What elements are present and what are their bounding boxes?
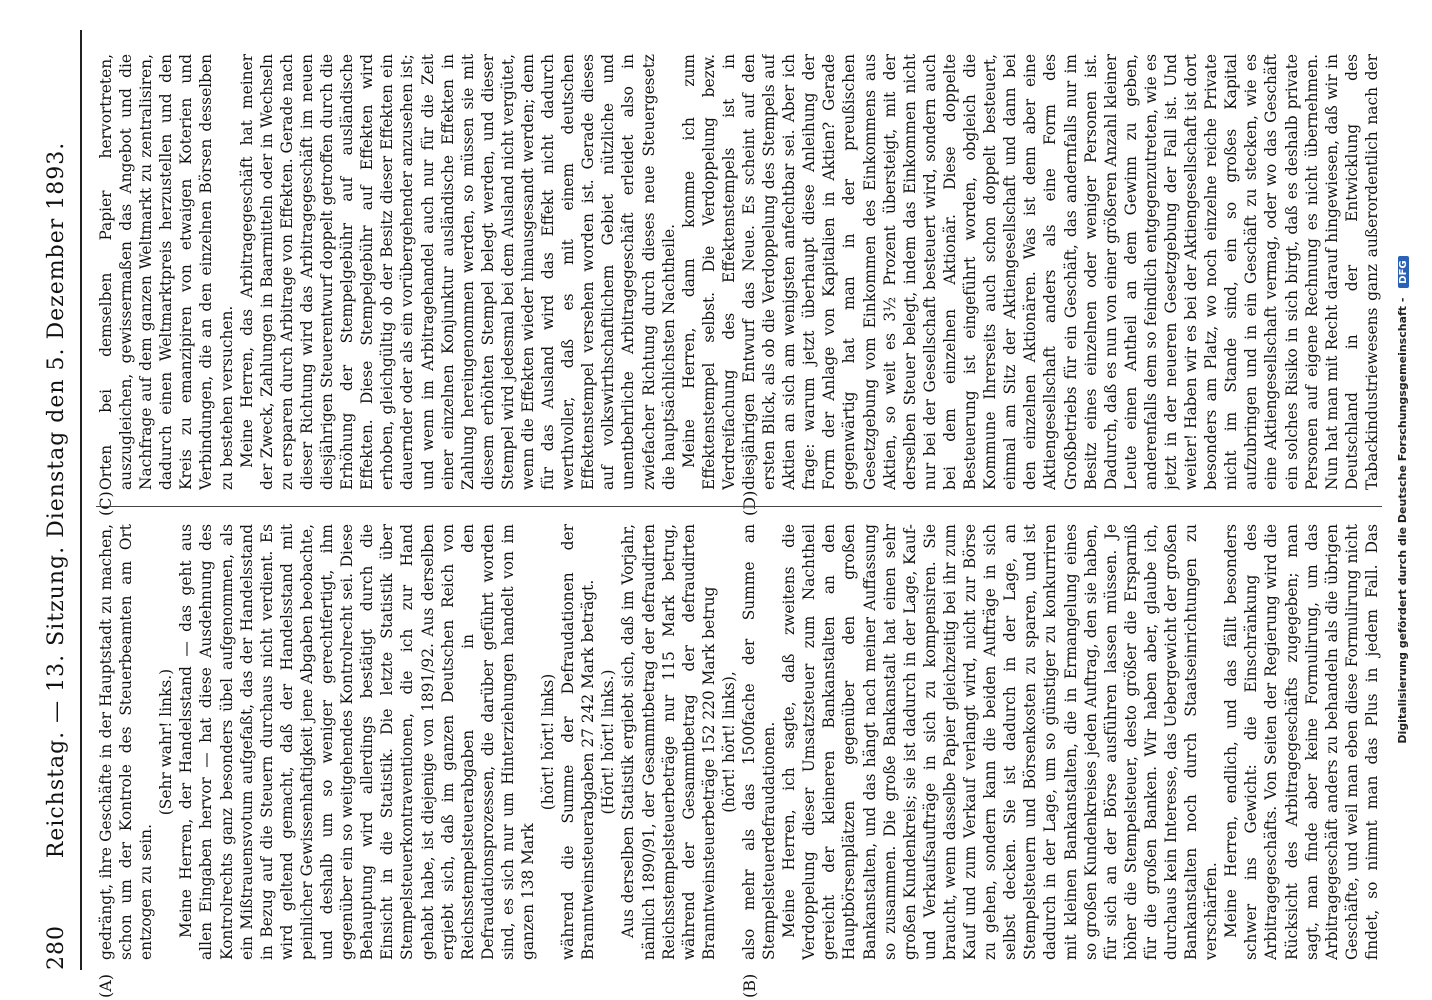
column-divider xyxy=(96,506,1382,507)
page-number: 280 xyxy=(44,925,69,970)
paragraph: Meine Herren, endlich, und das fällt besonders schwer ins Gewicht: die Einschränkung des Arbitragegeschäfts. Von Seiten der Regierung wird die Rücksicht des Arbitragegeschäfts zugegeben; man sagt, man finde aber keine Formulirung, um das Arbitragegeschäft anders zu behandeln als die übrigen Geschäfte, und weil man eben diese Formulirung nicht findet, so nimmt man das Plus in jedem Fall. Das xyxy=(1222,524,1381,960)
paragraph: Meine Herren, dann komme ich zum Effektenstempel selbst. Die Verdoppelung bezw. Verdreifachung des Effektenstempels ist in diesjährigen Entwurf das Neue. Es scheint auf den ersten Blick, als ob die Verdoppelung des Stempels auf Aktien an sich am wenigsten anfechtbar sei. Aber ich frage: warum jetzt überhaupt diese Anleihung der Form der Anlage von Kapitalien in Aktien? Gerade gegenwärtig hat man in der preußischen Gesetzgebung vom Einkommen des Einkommens aus Aktien, so weit es 3½ Prozent übersteigt, mit der derselben Steuer belegt, indem das Einkommen nicht nur bei der Gesellschaft besteuert wird, sondern auch bei dem einzelnen Aktionär. Diese doppelte Besteuerung ist eingeführt worden, obgleich die Kommune Ihrerseits auch schon doppelt besteuert, einmal am Sitz der Aktiengesellschaft und dann bei den einzelnen Aktionären. Was ist denn aber eine Aktiengesellschaft anders als eine Form des Großbetriebs für ein Geschäft, das andernfalls nur im Besitz eines einzelnen oder weniger Personen ist. Dadurch, daß es nun von einer größeren Anzahl kleiner Leute einen Antheil an dem Gewinn zu geben, anderenfalls dem so feindlich entgegenzutreten, wie es jetzt in der neueren Gesetzgebung der Fall ist. Und weiter! Haben wir es bei der Aktiengesellschaft ist dort besonders am Platz, wo noch einzelne reiche Private nicht im Stande sind, ein so großes Kapital aufzubringen und in ein Geschäft zu stecken, wie es eine Aktiengesellschaft vermag, oder wo das Geschäft ein solches Risiko in sich birgt, daß es deshalb private Personen auf eigene Rechnung es nicht übernehmen. Nun hat man mit Recht darauf hingewiesen, daß wir in Deutschland in der Entwicklung des Tabackindustriewesens ganz außerordentlich nach der xyxy=(679,54,1381,490)
paragraph: Meine Herren, der Handelsstand — das geht aus allen Eingaben hervor — hat diese Ausdehnung des Kontrolrechts ganz besonders übel aufgenommen, als ein Mißtrauensvotum aufgefaßt, das der Handelsstand in Bezug auf die Steuern durchaus nicht verdient. Es wird geltend gemacht, daß der Handelsstand mit peinlicher Gewissenhaftigkeit jene Abgaben beobachte, und deshalb um so weniger gerechtfertigt, ihm gegenüber ein so weitgehendes Kontrolrecht sei. Diese Behauptung wird allerdings bestätigt durch die Einsicht in die Statistik. Die letzte Statistik über Stempelsteuerkontraventionen, die ich zur Hand gehabt habe, ist diejenige von 1891/92. Aus derselben ergiebt sich, daß im ganzen Deutschen Reich von Reichsstempelsteuerabgaben in den Defraudationsprozessen, die darüber geführt worden sind, es sich nur um Hinterziehungen handelt von im ganzen 138 Mark xyxy=(177,524,537,960)
interjection: (hört! hört! links) xyxy=(539,673,558,811)
interjection: (Sehr wahr! links.) xyxy=(157,668,176,816)
paragraph: Meine Herren, das Arbitragegeschäft hat meiner der Zweck, Zahlungen in Baarmitteln oder in Wechseln zu ersparen durch Arbitrage von Effekten. Gerade nach dieser Richtung wird das Arbitragegeschäft im neuen diesjährigen Steuerentwurf doppelt getroffen durch die Erhöhung der Stempelgebühr auf ausländische Effekten. Diese Stempelgebühr auf Effekten wird erhoben, gleichgültig ob der Besitz dieser Effekten ein dauernder oder als ein vorübergehender anzusehen ist; und wenn im Arbitragehandel auch nur für die Zeit einer einzelnen Konjunktur ausländische Effekten in Zahlung hereingenommen werden, so müssen sie mit diesem erhöhten Stempel belegt werden, und dieser Stempel wird jedesmal bei dem Ausland nicht vergütet, wenn die Effekten wieder hinausgesandt werden; denn für das Ausland wird das Effekt nicht dadurch werthvoller, daß es mit einem deutschen Effektenstempel versehen worden ist. Gerade dieses auf volkswirthschaftlichem Gebiet nützliche und unentbehrliche Arbitragegeschäft erleidet also in zwiefacher Richtung durch dieses neue Steuergesetz die hauptsächlichsten Nachtheile. xyxy=(237,54,678,490)
interjection: (Hört! hört! links.) xyxy=(599,669,618,815)
paragraph: Aus derselben Statistik ergiebt sich, daß im Vorjahr, nämlich 1890/91, der Gesammtbetrag der defraudirten Reichsstempelsteuerbeträge nur 115 Mark betrug, während der Gesammtbetrag der defraudirten Branntweinsteuerbeträge 152 220 Mark betrug xyxy=(619,524,718,960)
margin-letter-a: (A) xyxy=(96,973,115,998)
paragraph: während die Summe der Defraudationen der Branntweinsteuerabgaben 27 242 Mark beträgt. xyxy=(559,524,598,960)
margin-letter-d: (D) xyxy=(740,490,759,516)
paragraph: Meine Herren, ich sagte, daß zweitens die Verdoppelung dieser Umsatzsteuer zum Nachtheil gereicht der kleineren Bankanstalten an den Hauptbörsenplätzen gegenüber den großen Bankanstalten, und das hängt nach meiner Auffassung so zusammen. Die große Bankanstalt hat einen sehr großen Kundenkreis; sie ist dadurch in der Lage, Kauf- und Verkaufsaufträge in sich zu kompensiren. Sie braucht, wenn dasselbe Papier gleichzeitig bei ihr zum Kauf und zum Verkauf verlangt wird, nicht zur Börse zu gehen, sondern kann die beiden Aufträge in sich selbst decken. Sie ist dadurch in der Lage, an Stempelsteuern und Börsenkosten zu sparen, und ist dadurch in der Lage, um so günstiger zu konkurriren mit kleinen Bankanstalten, die in Ermangelung eines so großen Kundenkreises jeden Auftrag, den sie haben, für sich an der Börse ausführen lassen müssen. Je höher die Stempelsteuer, desto größer die Ersparniß für die großen Banken. Wir haben aber, glaube ich, durchaus kein Interesse, das Uebergewicht der großen Bankanstalten noch durch Staatseinrichtungen zu verschärfen. xyxy=(780,524,1221,960)
margin-letter-c: (C) xyxy=(96,491,115,516)
page-header xyxy=(44,30,80,970)
left-text-column xyxy=(96,524,1382,960)
right-text-column xyxy=(96,54,1382,490)
dfg-logo: DFG xyxy=(1398,256,1409,287)
header-rule xyxy=(80,30,82,970)
paragraph: also mehr als das 1500fache der Summe an Stempelsteuerdefraudationen. xyxy=(740,524,779,960)
running-title: Reichstag. — 13. Sitzung. Dienstag den 5. Dezember 1893. xyxy=(44,141,69,859)
margin-letter-b: (B) xyxy=(740,973,759,998)
paragraph: Orten bei demselben Papier hervortreten, auszugleichen, gewissermaßen das Angebot und die Nachfrage auf dem ganzen Weltmarkt zu zentralisiren, dadurch einen Weltmarktpreis herzustellen und den Kreis zu emanzipiren von etwaigen Koterien und Verbindungen, die an den einzelnen Börsen desselben zu bestehen versuchen. xyxy=(97,54,236,490)
footer-text: Digitalisierung gefördert durch die Deutsche Forschungsgemeinschaft - xyxy=(1396,297,1409,744)
interjection: (hört! hört! links), xyxy=(719,671,738,813)
digitization-footer xyxy=(1396,0,1409,1000)
paragraph: gedrängt, ihre Geschäfte in der Hauptstadt zu machen, schon um der Kontrole des Steuerbeamten am Ort entzogen zu sein. xyxy=(97,524,156,960)
